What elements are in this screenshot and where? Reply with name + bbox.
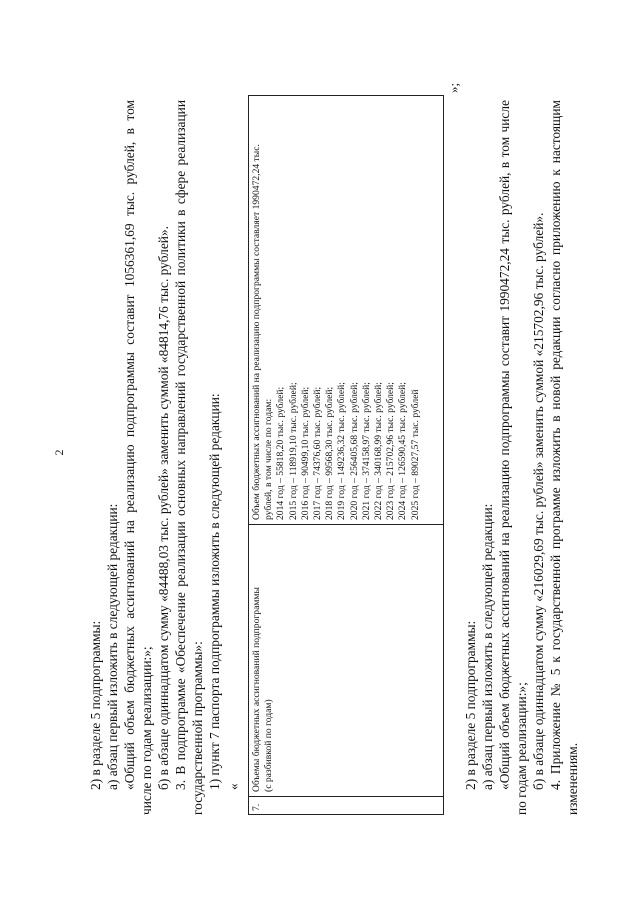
passport-value-line: 2020 год – 256405,68 тыс. рублей; — [348, 382, 360, 520]
passport-item-instruction: 1) пункт 7 паспорта подпрограммы изложить в следующей редакции: — [207, 393, 222, 790]
passport-value-line: 2025 год – 89027,57 тыс. рублей — [409, 389, 421, 520]
section-b-heading: 2) в разделе 5 подпрограммы: — [463, 620, 478, 790]
passport-value-line: Объем бюджетных ассигнований на реализацию подпрограммы составляет 1990472,24 тыс. — [251, 144, 262, 520]
passport-value-line: 2015 год – 118919,10 тыс. рублей; — [287, 382, 299, 520]
passport-value-line: 2024 год – 126590,45 тыс. рублей; — [397, 382, 409, 520]
passport-value-line: 2019 год – 149236,32 тыс. рублей; — [336, 382, 348, 520]
passport-value-line: рублей, в том числе по годам: — [263, 398, 275, 520]
section-3-heading-line-1: 3. В подпрограмме «Обеспечение реализации основных направлений государственной политики в сфере реализации — [173, 100, 188, 790]
section-b-quote-line-1: «Общий объем бюджетных ассигнований на реализацию подпрограммы составит 1990472,24 тыс. рублей, в том числе — [497, 100, 512, 790]
passport-value-line: 2017 год – 74376,60 тыс. рублей; — [312, 386, 324, 520]
section-3-heading-line-2: государственной программы»: — [190, 641, 205, 815]
closing-quote: »; — [446, 82, 461, 93]
passport-value-line: 2023 год – 215702,96 тыс. рублей; — [385, 382, 397, 520]
section-4-line-1: 4. Приложение № 5 к государственной программе изложить в новой редакции согласно приложению к настоящим — [548, 100, 563, 790]
passport-row-name — [249, 524, 443, 796]
passport-row-value — [249, 96, 443, 524]
section-a-heading: 2) в разделе 5 подпрограммы: — [88, 620, 103, 790]
passport-value-line: 2022 год – 340168,99 тыс. рублей; — [373, 382, 385, 520]
passport-value-line: 2018 год – 99568,30 тыс. рублей; — [324, 386, 336, 520]
section-b-item-a: а) абзац первый изложить в следующей редакции: — [480, 503, 495, 790]
section-4-line-2: изменениям. — [565, 742, 580, 815]
passport-row-number: 7. — [249, 796, 443, 814]
section-a-item-a: а) абзац первый изложить в следующей редакции: — [105, 503, 120, 790]
passport-value-line: 2021 год – 374158,97 тыс. рублей; — [360, 382, 372, 520]
passport-name-line: (с разбивкой по годам) — [263, 699, 275, 792]
page-number: 2 — [52, 449, 66, 456]
section-a-quote-line-2: числе по годам реализации:»; — [139, 646, 154, 815]
section-a-item-b: б) в абзаце одиннадцатом сумму «84488,03 тыс. рублей» заменить суммой «84814,76 тыс. рублей». — [156, 225, 171, 790]
passport-name-line: Объемы бюджетных ассигнований подпрограммы — [251, 587, 262, 792]
opening-quote: « — [226, 783, 241, 790]
passport-table — [248, 95, 444, 815]
section-a-quote-line-1: «Общий объем бюджетных ассигнований на реализацию подпрограммы составит 1056361,69 тыс. рублей, в том — [122, 100, 137, 790]
section-b-item-b: б) в абзаце одиннадцатом сумму «216029,69 тыс. рублей» заменить суммой «215702,96 тыс. рублей». — [531, 212, 546, 790]
section-b-quote-line-2: по годам реализации:»; — [514, 682, 529, 815]
passport-value-line: 2014 год – 55818,20 тыс. рублей; — [275, 386, 287, 520]
passport-value-line: 2016 год – 90499,10 тыс. рублей; — [299, 386, 311, 520]
